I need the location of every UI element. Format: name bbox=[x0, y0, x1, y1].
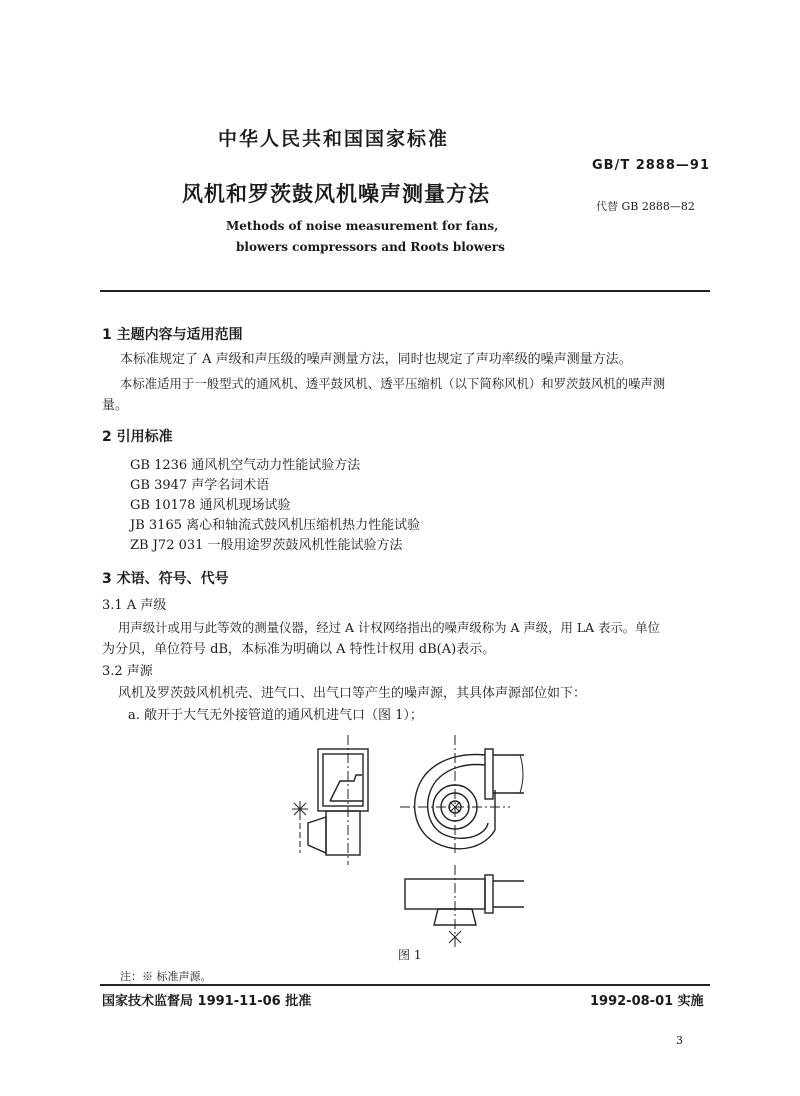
section-3-2-line-1: 风机及罗茨鼓风机机壳、进气口、出气口等产生的噪声源，其具体声源部位如下： bbox=[118, 686, 587, 701]
section-2-heading: 2 引用标准 bbox=[102, 429, 173, 445]
section-3-2-heading: 3.2 声源 bbox=[102, 664, 153, 679]
english-title-line-2: blowers compressors and Roots blowers bbox=[236, 240, 505, 254]
fan-top-view bbox=[405, 865, 524, 950]
fan-side-view bbox=[292, 735, 368, 865]
fan-front-view bbox=[400, 735, 524, 855]
figure-1-drawing bbox=[290, 735, 530, 950]
implementation-date: 1992-08-01 实施 bbox=[590, 994, 704, 1009]
section-1-paragraph-2-line-1: 本标准适用于一般型式的通风机、透平鼓风机、透平压缩机（以下简称风机）和罗茨鼓风机的噪声测 bbox=[120, 376, 666, 391]
reference-item: GB 10178 通风机现场试验 bbox=[130, 498, 291, 513]
section-3-1-line-1: 用声级计或用与此等效的测量仪器，经过 A 计权网络指出的噪声级称为 A 声级，用 LA 表示。单位 bbox=[118, 620, 660, 635]
document-title: 风机和罗茨鼓风机噪声测量方法 bbox=[182, 182, 490, 206]
reference-item: GB 1236 通风机空气动力性能试验方法 bbox=[130, 458, 361, 473]
reference-item: JB 3165 离心和轴流式鼓风机压缩机热力性能试验 bbox=[130, 518, 421, 533]
figure-1-caption: 图 1 bbox=[398, 948, 422, 962]
section-3-1-line-2: 为分贝，单位符号 dB，本标准为明确以 A 特性计权用 dB(A)表示。 bbox=[102, 642, 496, 657]
section-1-paragraph-2-line-2: 量。 bbox=[102, 398, 129, 413]
english-title-line-1: Methods of noise measurement for fans, bbox=[226, 219, 499, 233]
section-3-1-heading: 3.1 A 声级 bbox=[102, 598, 167, 613]
approval-line: 国家技术监督局 1991-11-06 批准 bbox=[102, 994, 312, 1009]
section-1-heading: 1 主题内容与适用范围 bbox=[102, 327, 243, 343]
section-3-heading: 3 术语、符号、代号 bbox=[102, 571, 229, 587]
figure-note: 注：※ 标准声源。 bbox=[120, 970, 212, 983]
header-rule bbox=[100, 290, 710, 292]
reference-item: GB 3947 声学名词术语 bbox=[130, 478, 270, 493]
org-title: 中华人民共和国国家标准 bbox=[218, 128, 450, 150]
section-1-paragraph-1: 本标准规定了 A 声级和声压级的噪声测量方法，同时也规定了声功率级的噪声测量方法。 bbox=[120, 352, 632, 367]
replaces-standard: 代替 GB 2888—82 bbox=[596, 200, 695, 213]
page-number: 3 bbox=[676, 1034, 683, 1047]
reference-item: ZB J72 031 一般用途罗茨鼓风机性能试验方法 bbox=[130, 538, 403, 553]
standard-code: GB/T 2888—91 bbox=[592, 158, 710, 173]
footer-rule bbox=[100, 984, 710, 986]
section-3-2-item-a: a. 敞开于大气无外接管道的通风机进气口（图 1）； bbox=[128, 708, 423, 723]
